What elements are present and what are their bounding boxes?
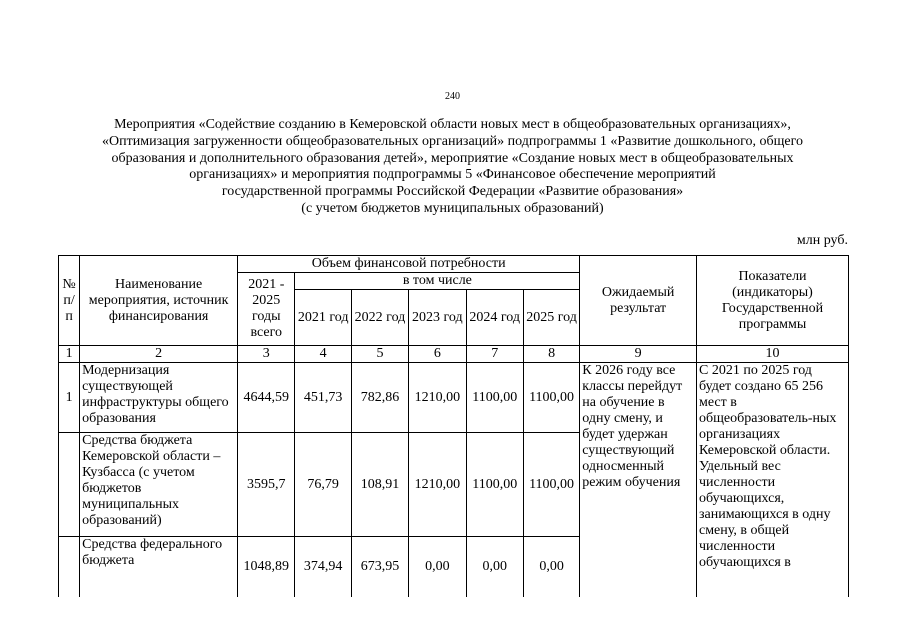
row-2022: 673,95 [351, 537, 408, 597]
row-2024: 1100,00 [466, 433, 523, 537]
title-line: организациях» и мероприятия подпрограммы 5 «Финансовое обеспечение мероприятий [189, 167, 716, 183]
col-number: 8 [523, 346, 579, 363]
header-year-2023: 2023 год [409, 290, 466, 346]
row-name: Средства федерального бюджета [80, 537, 238, 597]
col-number: 3 [238, 346, 295, 363]
header-result: Ожидаемый результат [580, 256, 697, 346]
header-incl: в том числе [295, 273, 580, 290]
row-2023: 0,00 [409, 537, 466, 597]
row-total: 1048,89 [238, 537, 295, 597]
row-name: Средства бюджета Кемеровской области – Кузбасса (с учетом бюджетов муниципальных образований) [80, 433, 238, 537]
row-total: 3595,7 [238, 433, 295, 537]
header-total: 2021 - 2025 годы всего [238, 273, 295, 346]
row-num [59, 537, 80, 597]
row-name: Модернизация существующей инфраструктуры общего образования [80, 363, 238, 433]
row-2024: 0,00 [466, 537, 523, 597]
row-2025: 1100,00 [523, 363, 579, 433]
expected-result: К 2026 году все классы перейдут на обучение в одну смену, и будет удержан существующий односменный режим обучения [580, 363, 697, 597]
header-year-2024: 2024 год [466, 290, 523, 346]
col-number: 1 [59, 346, 80, 363]
header-year-2025: 2025 год [523, 290, 579, 346]
col-number: 5 [351, 346, 408, 363]
row-2023: 1210,00 [409, 363, 466, 433]
row-2025: 1100,00 [523, 433, 579, 537]
title-line: «Оптимизация загруженности общеобразовательных организаций» подпрограммы 1 «Развитие дошкольного, общего [102, 133, 803, 149]
page-number: 240 [445, 91, 460, 102]
row-2023: 1210,00 [409, 433, 466, 537]
title-line: (с учетом бюджетов муниципальных образований) [301, 200, 604, 216]
header-year-2022: 2022 год [351, 290, 408, 346]
indicators-text: С 2021 по 2025 год будет создано 65 256 мест в общеобразователь-ных организациях Кемеровской области. Удельный вес численности обучающихся, занимающихся в одну смену, в общей численности обучающихся в [696, 363, 848, 597]
header-num: № п/п [59, 256, 80, 346]
col-number: 4 [295, 346, 351, 363]
header-name: Наименование мероприятия, источник финансирования [80, 256, 238, 346]
title-line: Мероприятия «Содействие созданию в Кемеровской области новых мест в общеобразовательных организациях», [114, 117, 791, 132]
row-2025: 0,00 [523, 537, 579, 597]
row-2021: 374,94 [295, 537, 351, 597]
header-indicators: Показатели (индикаторы) Государственной программы [696, 256, 848, 346]
row-2021: 76,79 [295, 433, 351, 537]
row-2022: 782,86 [351, 363, 408, 433]
row-num [59, 433, 80, 537]
row-2024: 1100,00 [466, 363, 523, 433]
header-volume: Объем финансовой потребности [238, 256, 580, 273]
col-number: 7 [466, 346, 523, 363]
col-number: 2 [80, 346, 238, 363]
col-number: 9 [580, 346, 697, 363]
unit-label: млн руб. [796, 233, 848, 248]
header-year-2021: 2021 год [295, 290, 351, 346]
title-line: государственной программы Российской Федерации «Развитие образования» [221, 184, 684, 200]
document-title [55, 117, 850, 218]
row-2021: 451,73 [295, 363, 351, 433]
financing-table [58, 255, 849, 597]
column-number-row [59, 346, 849, 363]
col-number: 6 [409, 346, 466, 363]
row-num: 1 [59, 363, 80, 433]
col-number: 10 [696, 346, 848, 363]
table-row [59, 363, 849, 433]
title-line: образования и дополнительного образования детей», мероприятие «Создание новых мест в общеобразовательных [111, 150, 794, 166]
row-2022: 108,91 [351, 433, 408, 537]
row-total: 4644,59 [238, 363, 295, 433]
